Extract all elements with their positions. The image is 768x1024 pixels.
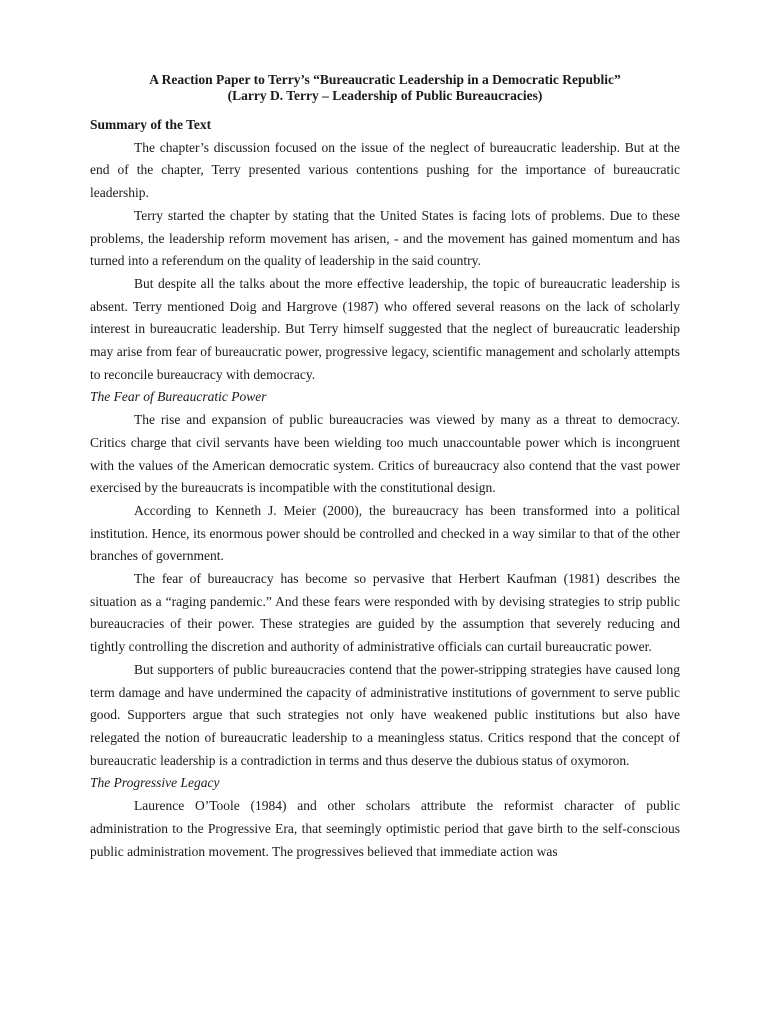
paragraph: According to Kenneth J. Meier (2000), the bureaucracy has been transformed into a political institution. Hence, its enormous power should be controlled and checked in a way similar to that of the other branches of government. xyxy=(90,502,680,564)
paragraph: Terry started the chapter by stating that the United States is facing lots of problems. Due to these problems, the leadership reform movement has arisen, - and the movement has gained momentum and has turned into a referendum on the quality of leadership in the said country. xyxy=(90,207,680,269)
document-title-line-1: A Reaction Paper to Terry’s “Bureaucratic Leadership in a Democratic Republic” xyxy=(149,72,621,87)
fear-of-bureaucratic-power-heading: The Fear of Bureaucratic Power xyxy=(90,389,267,405)
paragraph: The rise and expansion of public bureaucracies was viewed by many as a threat to democracy. Critics charge that civil servants have been wielding too much unaccountable power which is incongruent with the values of the American democratic system. Critics of bureaucracy also contend that the vast power exercised by the bureaucrats is incompatible with the constitutional design. xyxy=(90,412,680,496)
paragraph: But despite all the talks about the more effective leadership, the topic of bureaucratic leadership is absent. Terry mentioned Doig and Hargrove (1987) who offered several reasons on the lack of scholarly interest in bureaucratic leadership. But Terry himself suggested that the neglect of bureaucratic leadership may arise from fear of bureaucratic power, progressive legacy, scientific management and scholarly attempts to reconcile bureaucracy with democracy. xyxy=(90,275,680,382)
paragraph: The fear of bureaucracy has become so pervasive that Herbert Kaufman (1981) describes the situation as a “raging pandemic.” And these fears were responded with by devising strategies to strip public bureaucracies of their power. These strategies are guided by the assumption that severely reducing and tightly controlling the discretion and authority of administrative officials can curtail bureaucratic power. xyxy=(90,571,680,655)
paragraph: The chapter’s discussion focused on the issue of the neglect of bureaucratic leadership. But at the end of the chapter, Terry presented various contentions pushing for the importance of bureaucratic leadership. xyxy=(90,139,680,201)
paragraph: But supporters of public bureaucracies contend that the power-stripping strategies have caused long term damage and have undermined the capacity of administrative institutions of government to serve public good. Supporters argue that such strategies not only have weakened public institutions but also have relegated the notion of bureaucratic leadership to a meaningless status. Critics respond that the concept of bureaucratic leadership is a contradiction in terms and thus deserve the dubious status of oxymoron. xyxy=(90,661,680,768)
document-title-line-2: (Larry D. Terry – Leadership of Public Bureaucracies) xyxy=(227,88,543,103)
document-page xyxy=(90,72,680,863)
paragraph: Laurence O’Toole (1984) and other scholars attribute the reformist character of public administration to the Progressive Era, that seemingly optimistic period that gave birth to the self-conscious public administration movement. The progressives believed that immediate action was xyxy=(90,798,680,859)
progressive-legacy-heading: The Progressive Legacy xyxy=(90,775,220,791)
summary-heading: Summary of the Text xyxy=(90,117,212,132)
